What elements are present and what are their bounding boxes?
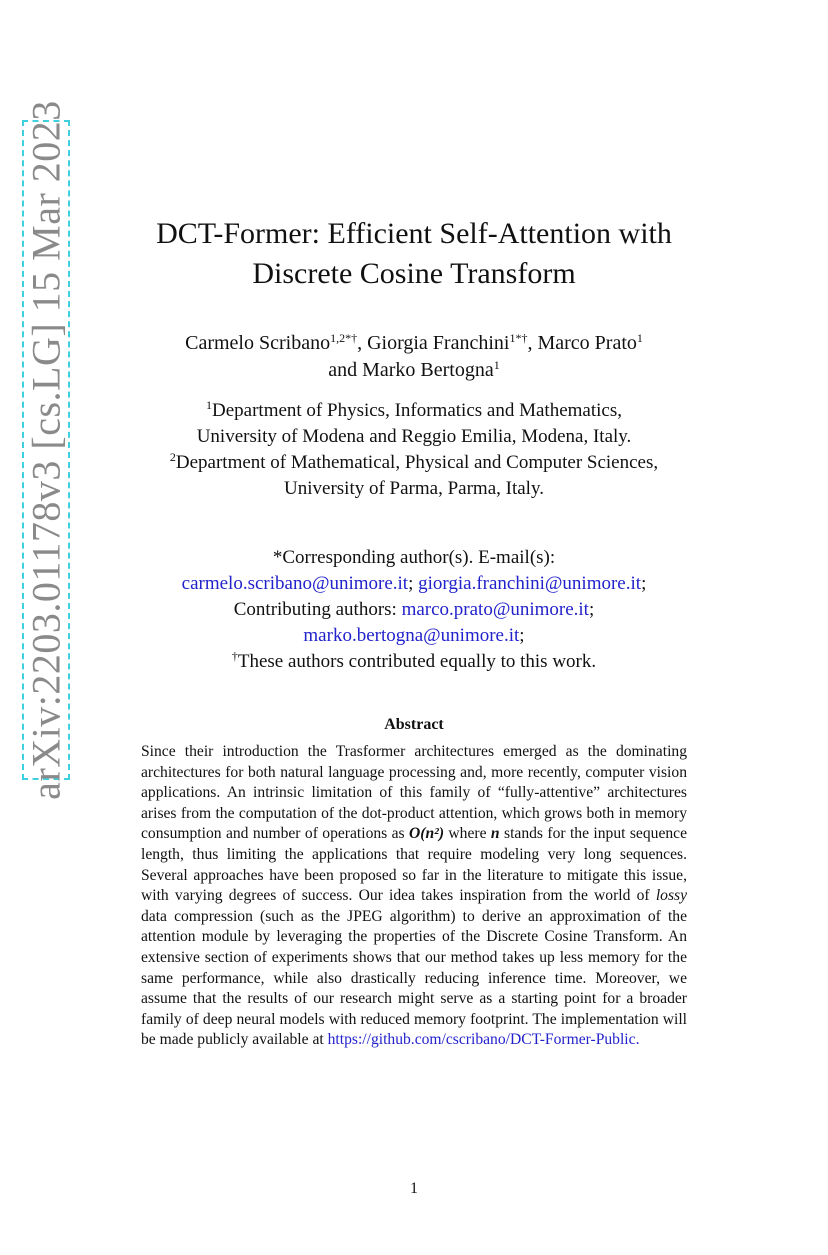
email-link-prato[interactable]: marco.prato@unimore.it: [401, 599, 589, 620]
author-affil-mark: 1: [636, 331, 643, 345]
abstract-text: where: [444, 825, 491, 843]
affiliation-text: Department of Mathematical, Physical and Computer Sciences,: [175, 452, 659, 473]
dagger-mark: †: [231, 649, 238, 663]
email-link-scribano[interactable]: carmelo.scribano@unimore.it: [181, 573, 409, 594]
abstract-text: data compression (such as the JPEG algorithm) to derive an approximation of the attention module by leveraging the properties of the Discrete Cosine Transform. An extensive section of experiments shows that our method takes up less memory for the same performance, while also drastically reducing inference time. Moreover, we assume that the results of our research might serve as a starting point for a broader family of deep neural models with reduced memory footprint. The implementation will be made publicly available at: [141, 907, 687, 1049]
separator: ;: [588, 599, 595, 620]
title-line-2: Discrete Cosine Transform: [252, 257, 576, 290]
math-n: n: [490, 825, 500, 843]
github-link[interactable]: https://github.com/cscribano/DCT-Former-Public: [327, 1031, 636, 1049]
contributing-authors: [0, 597, 828, 623]
author-affil-mark: 1: [493, 358, 500, 372]
email-link-franchini[interactable]: giorgia.franchini@unimore.it: [418, 573, 642, 594]
url-period: .: [635, 1031, 640, 1049]
author-name: Carmelo Scribano: [185, 332, 331, 354]
lossy-emphasis: lossy: [655, 887, 687, 905]
abstract-body: [141, 742, 687, 1051]
equal-contribution-note: [0, 649, 828, 675]
equal-note-text: These authors contributed equally to this work.: [237, 651, 597, 672]
author-line-2: [0, 357, 828, 384]
author-name: , Giorgia Franchini: [357, 332, 510, 354]
separator: ;: [408, 573, 414, 594]
author-affil-mark: 1,2*†: [330, 331, 358, 345]
contributing-authors-2: [0, 623, 828, 649]
author-line-1: [0, 330, 828, 357]
author-name: and Marko Bertogna: [328, 359, 494, 381]
affiliation-1-line-2: University of Modena and Reggio Emilia, Modena, Italy.: [196, 426, 632, 447]
author-list: [0, 330, 828, 384]
abstract-heading: Abstract: [384, 716, 444, 733]
corresponding-label: *Corresponding author(s). E-mail(s):: [272, 547, 556, 568]
affiliation-1-line-1: [0, 398, 828, 424]
math-complexity: O(n²): [409, 825, 445, 843]
affiliation-2-line-1: [0, 450, 828, 476]
abstract-text: Since their introduction the Trasformer architectures emerged as the dominating architectures for both natural language processing and, more recently, computer vision applications. An intrinsic limitation of this family of “fully-attentive” architectures arises from the computation of the dot-product attention, which grows both in memory consumption and number of operations as: [141, 743, 687, 843]
correspondence-emails: [0, 571, 828, 597]
affiliation-mark: 1: [206, 398, 212, 412]
contributing-label: Contributing authors:: [233, 599, 397, 620]
paper-title: [0, 214, 828, 294]
affiliation-2-line-2: University of Parma, Parma, Italy.: [284, 478, 544, 499]
separator: ;: [641, 573, 647, 594]
separator: ;: [519, 625, 525, 646]
affiliations: [0, 398, 828, 502]
title-line-1: DCT-Former: Efficient Self-Attention with: [156, 217, 672, 250]
arxiv-stamp: arXiv:2203.01178v3 [cs.LG] 15 Mar 2023: [23, 100, 69, 800]
affiliation-mark: 2: [169, 450, 176, 464]
abstract-text: stands for the input sequence length, thus limiting the applications that require modeling very long sequences. Several approaches have been proposed so far in the literature to mitigate this issue, with varying degrees of success. Our idea takes inspiration from the world of: [141, 825, 688, 905]
correspondence-block: [0, 545, 828, 675]
page-number: 1: [410, 1180, 418, 1197]
affiliation-text: Department of Physics, Informatics and Mathematics,: [212, 400, 622, 421]
author-name: , Marco Prato: [527, 332, 637, 354]
author-affil-mark: 1*†: [509, 331, 528, 345]
email-link-bertogna[interactable]: marko.bertogna@unimore.it: [303, 625, 520, 646]
